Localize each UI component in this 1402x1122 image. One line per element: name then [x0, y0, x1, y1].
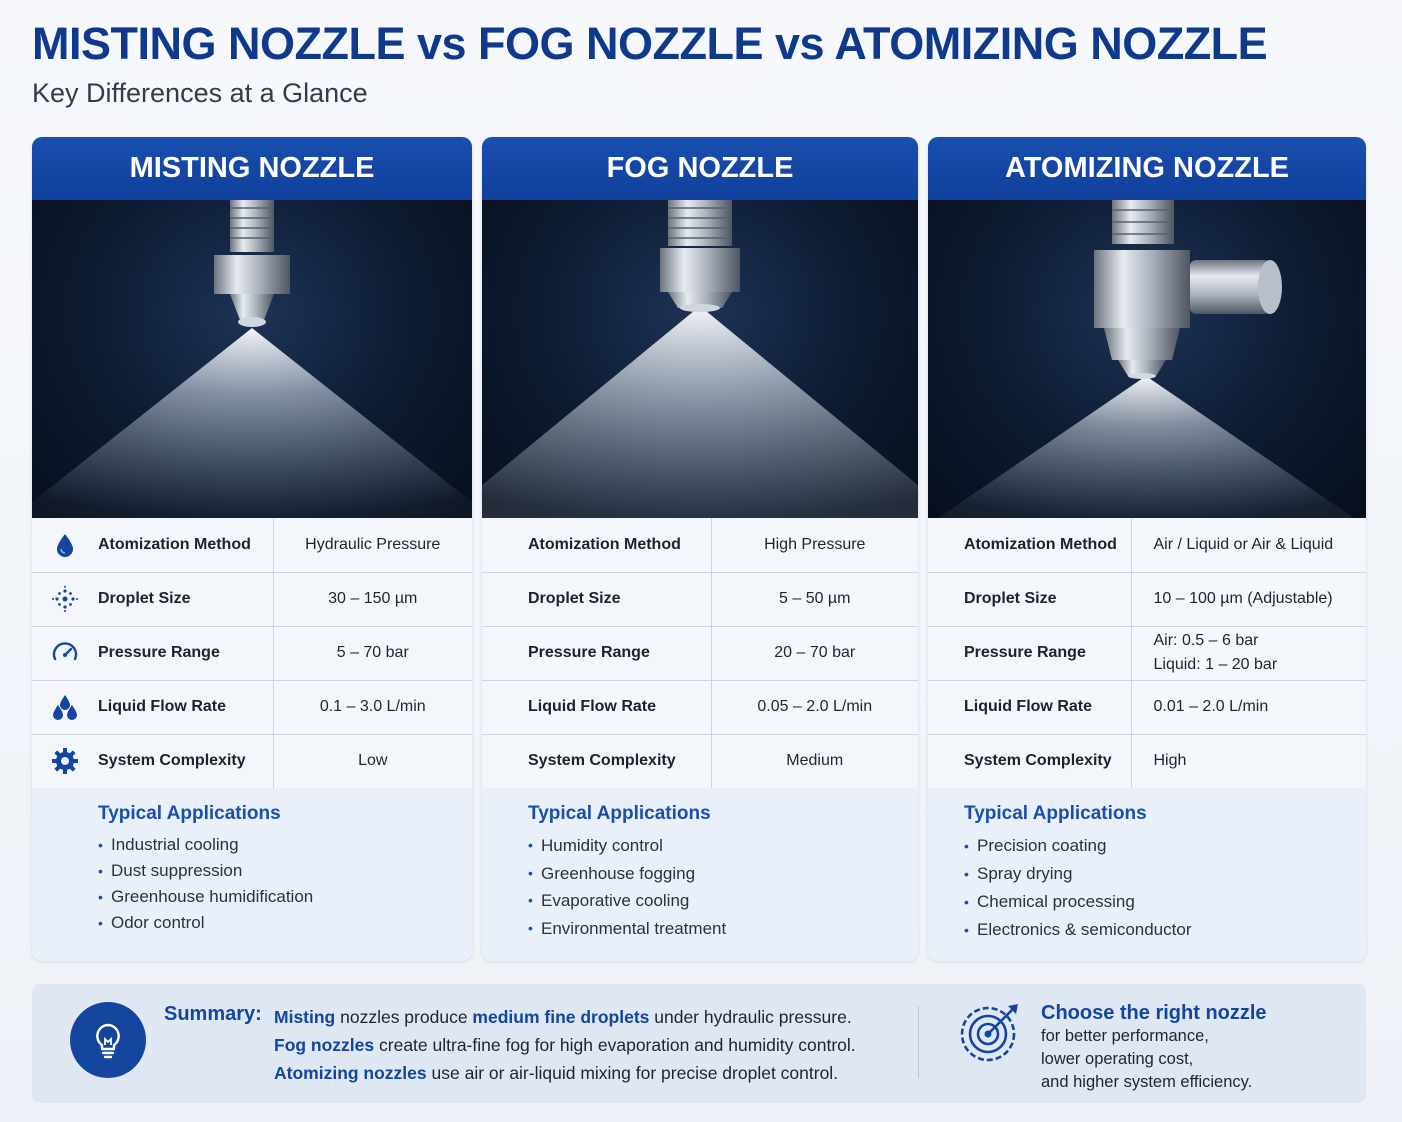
spec-value: 20 – 70 bar	[711, 626, 918, 680]
spec-value-liquid: Liquid: 1 – 20 bar	[1153, 656, 1278, 673]
spec-value: 30 – 150 µm	[273, 572, 472, 626]
spec-label: Atomization Method	[98, 535, 251, 553]
card-title: MISTING NOZZLE	[32, 137, 472, 200]
fog-nozzle-photo	[482, 200, 918, 518]
card-title: ATOMIZING NOZZLE	[928, 137, 1366, 200]
spec-value	[1131, 626, 1366, 680]
spec-value: Hydraulic Pressure	[273, 518, 472, 572]
spec-value: Medium	[711, 734, 918, 788]
atomizing-spec-table	[928, 518, 1366, 788]
lightbulb-icon	[70, 1002, 146, 1078]
misting-spec-table	[32, 518, 472, 788]
list-item: • Electronics & semiconductor	[964, 916, 1366, 944]
misting-applications	[32, 788, 472, 936]
spec-value: 0.05 – 2.0 L/min	[711, 680, 918, 734]
table-row	[482, 680, 918, 734]
gear-icon	[51, 752, 79, 769]
list-item: • Odor control	[98, 910, 472, 936]
spec-label: Atomization Method	[528, 535, 681, 553]
atomizing-nozzle-card	[928, 137, 1366, 961]
spec-value-air: Air: 0.5 – 6 bar	[1153, 632, 1259, 649]
cta-line: for better performance,	[1041, 1027, 1209, 1045]
table-row	[482, 734, 918, 788]
misting-nozzle-photo	[32, 200, 472, 518]
applications-title: Typical Applications	[964, 803, 1147, 824]
spec-label: Pressure Range	[482, 626, 711, 680]
table-row	[482, 572, 918, 626]
table-row	[32, 680, 472, 734]
pressure-gauge-icon	[51, 644, 79, 661]
spec-label: Liquid Flow Rate	[98, 680, 273, 734]
list-item: • Precision coating	[964, 832, 1366, 860]
summary-line-3: Atomizing nozzles use air or air-liquid mixing for precise droplet control.	[274, 1063, 839, 1083]
spec-label: System Complexity	[98, 734, 273, 788]
spec-value: High	[1131, 734, 1366, 788]
card-title: FOG NOZZLE	[482, 137, 918, 200]
summary-line-1: Misting nozzles produce medium fine droplets under hydraulic pressure.	[274, 1007, 852, 1027]
spec-value: 5 – 50 µm	[711, 572, 918, 626]
table-row	[928, 680, 1366, 734]
list-item: • Spray drying	[964, 860, 1366, 888]
page-subtitle: Key Differences at a Glance	[32, 78, 368, 108]
list-item: • Humidity control	[528, 832, 918, 860]
spec-value: Air / Liquid or Air & Liquid	[1131, 518, 1366, 572]
table-row	[928, 518, 1366, 572]
spec-label: Droplet Size	[482, 572, 711, 626]
drops-icon	[51, 698, 79, 715]
list-item: • Environmental treatment	[528, 915, 918, 943]
summary-label: Summary:	[164, 1003, 262, 1025]
table-row	[482, 518, 918, 572]
list-item: • Industrial cooling	[98, 832, 472, 858]
spec-label: Liquid Flow Rate	[928, 680, 1131, 734]
table-row	[32, 734, 472, 788]
fog-applications	[482, 788, 918, 942]
table-row	[482, 626, 918, 680]
applications-title: Typical Applications	[528, 803, 711, 824]
table-row	[928, 734, 1366, 788]
applications-title: Typical Applications	[98, 803, 281, 824]
list-item: • Evaporative cooling	[528, 887, 918, 915]
spec-value: 0.01 – 2.0 L/min	[1131, 680, 1366, 734]
list-item: • Greenhouse humidification	[98, 884, 472, 910]
summary-panel	[32, 984, 1366, 1103]
table-row	[32, 518, 472, 572]
summary-text	[274, 1003, 856, 1087]
table-row	[928, 572, 1366, 626]
spec-label: Pressure Range	[98, 626, 273, 680]
summary-line-2: Fog nozzles create ultra-fine fog for high evaporation and humidity control.	[274, 1035, 856, 1055]
cta-line: and higher system efficiency.	[1041, 1073, 1253, 1091]
spec-value: High Pressure	[711, 518, 918, 572]
list-item: • Greenhouse fogging	[528, 860, 918, 888]
cta-title: Choose the right nozzle	[1041, 1002, 1267, 1024]
list-item: • Chemical processing	[964, 888, 1366, 916]
atomizing-applications	[928, 788, 1366, 944]
spec-label: Liquid Flow Rate	[482, 680, 711, 734]
page-title: MISTING NOZZLE vs FOG NOZZLE vs ATOMIZING NOZZLE	[32, 18, 1268, 69]
spec-label: Droplet Size	[928, 572, 1131, 626]
spec-value: 0.1 – 3.0 L/min	[273, 680, 472, 734]
spec-value: 5 – 70 bar	[273, 626, 472, 680]
cta-block	[1041, 1001, 1267, 1094]
atomizing-nozzle-photo	[928, 200, 1366, 518]
spec-value: Low	[273, 734, 472, 788]
water-drop-icon	[51, 536, 79, 553]
fog-nozzle-card	[482, 137, 918, 961]
droplet-dots-icon	[51, 590, 79, 607]
table-row	[928, 626, 1366, 680]
spec-value: 10 – 100 µm (Adjustable)	[1131, 572, 1366, 626]
spec-label: System Complexity	[482, 734, 711, 788]
fog-spec-table	[482, 518, 918, 788]
list-item: • Dust suppression	[98, 858, 472, 884]
spec-label: System Complexity	[928, 734, 1131, 788]
misting-nozzle-card	[32, 137, 472, 961]
spec-label: Pressure Range	[928, 626, 1131, 680]
spec-label: Droplet Size	[98, 572, 273, 626]
table-row	[32, 572, 472, 626]
cta-line: lower operating cost,	[1041, 1050, 1194, 1068]
divider	[918, 1006, 919, 1078]
table-row	[32, 626, 472, 680]
target-icon	[958, 1000, 1022, 1064]
spec-label: Atomization Method	[964, 535, 1117, 553]
